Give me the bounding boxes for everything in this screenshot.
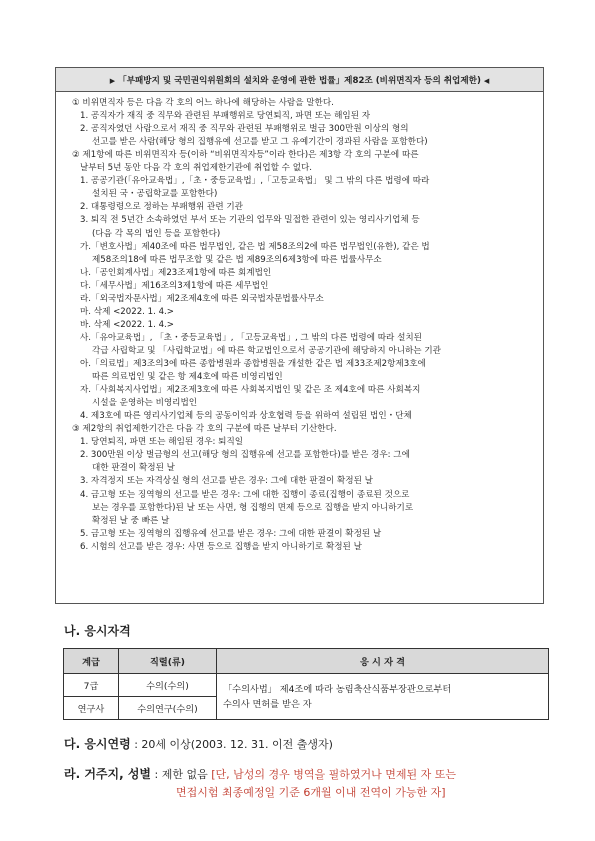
- law-line: 확정된 날 중 빠른 날: [92, 515, 170, 526]
- law-line: (다음 각 목의 법인 등을 포함한다): [92, 228, 221, 239]
- law-box-header: [56, 68, 543, 92]
- grade-cell: 연구사: [64, 697, 119, 720]
- law-line: 바. 삭제 <2022. 1. 4.>: [80, 319, 174, 330]
- residence-value: : 제한 없음: [151, 768, 212, 781]
- law-line: 선고를 받은 사람(해당 형의 집행유예 선고를 받고 그 유예기간이 경과된 사람을 포함한다): [92, 137, 428, 148]
- law-line: 3. 자격정지 또는 자격상실 형의 선고를 받은 경우: 그에 대한 판결이 확정된 날: [80, 476, 373, 487]
- law-line: 2. 공직자였던 사람으로서 재직 중 직무와 관련된 부패행위로 벌금 300만원 이상의 형의: [80, 124, 409, 135]
- qualification-cell: 「수의사법」 제4조에 따라 농림축산식품부장관으로부터 수의사 면허를 받은 자: [217, 674, 549, 720]
- series-cell: 수의연구(수의): [119, 697, 217, 720]
- table-row: [64, 674, 549, 697]
- law-line: 1. 공직자가 재직 중 직무와 관련된 부패행위로 당연퇴직, 파면 또는 해임된 자: [80, 111, 371, 122]
- triangle-left-icon: ◀: [483, 77, 490, 85]
- triangle-right-icon: ▶: [109, 77, 116, 85]
- law-line: 나.「공인회계사법」제23조제1항에 따른 회계법인: [80, 267, 272, 278]
- law-line: 2. 300만원 이상 벌금형의 선고(해당 형의 집행유예 선고를 포함한다)를 받은 경우: 그에: [80, 450, 410, 461]
- law-line: 1. 공공기관(「유아교육법」,「초・중등교육법」,「고등교육법」 및 그 밖의 다른 법령에 따라: [80, 176, 430, 187]
- law-line: 자.「사회복지사업법」제2조제3호에 따른 사회복지법인 및 같은 조 제4호에 따른 사회복지: [80, 385, 421, 396]
- law-line: 1. 당연퇴직, 파면 또는 해임된 경우: 퇴직일: [80, 437, 244, 448]
- age-value: : 20세 이상(2003. 12. 31. 이전 출생자): [130, 738, 333, 751]
- table-header-row: [64, 649, 549, 674]
- age-label: 다. 응시연령: [64, 737, 131, 751]
- law-line: 따른 의료법인 및 같은 항 제4호에 따른 비영리법인: [92, 372, 283, 383]
- law-line: 아.「의료법」제3조의3에 따른 종합병원과 종합병원을 개설한 같은 법 제33조제2항제3호에: [80, 359, 426, 369]
- residence-note-line2: 면접시험 최종예정일 기준 6개월 이내 전역이 가능한 자]: [176, 786, 446, 799]
- law-line: 3. 퇴직 전 5년간 소속하였던 부서 또는 기관의 업무와 밀접한 관련이 있는 영리사기업체 등: [80, 215, 420, 226]
- law-line: 6. 시험의 선고를 받은 경우: 사면 등으로 집행을 받지 아니하기로 확정된 날: [80, 541, 362, 552]
- law-line: ① 비위면직자 등은 다음 각 호의 어느 하나에 해당하는 사람을 말한다.: [72, 98, 334, 108]
- grade-cell: 7급: [64, 674, 119, 697]
- header-qualification: 응 시 자 격: [217, 649, 549, 674]
- law-line: 각급 사립학교 및 「사립학교법」에 따른 학교법인으로서 공공기관에 해당하지 아니하는 기관: [92, 345, 441, 356]
- law-line: ③ 제2항의 취업제한기간은 다음 각 호의 구분에 따른 날부터 기산한다.: [72, 424, 337, 435]
- law-box-title: 「부패방지 및 국민권익위원회의 설치와 운영에 관한 법률」제82조 (비위면직자 등의 취업제한): [118, 76, 481, 86]
- law-line: 대한 판결이 확정된 날: [92, 463, 175, 474]
- law-line: 날부터 5년 동안 다음 각 호의 취업제한기관에 취업할 수 없다.: [80, 163, 313, 174]
- law-line: 보는 경우를 포함한다)된 날 또는 사면, 형 집행의 면제 등으로 집행을 받지 아니하기로: [92, 502, 414, 513]
- law-line: 시설을 운영하는 비영리법인: [92, 398, 198, 409]
- residence-row: [64, 765, 456, 782]
- header-series: 직렬(류): [119, 649, 217, 674]
- qualification-table: [63, 648, 549, 720]
- law-line: 라.「외국법자문사법」제2조제4호에 따른 외국법자문법률사무소: [80, 293, 324, 304]
- law-line: 마. 삭제 <2022. 1. 4.>: [80, 306, 174, 317]
- series-cell: 수의(수의): [119, 674, 217, 697]
- law-line: 2. 대통령령으로 정하는 부패행위 관련 기관: [80, 202, 243, 213]
- law-line: 제58조의18에 따른 법무조합 및 같은 법 제89조의6제3항에 따른 법률사무소: [92, 254, 382, 265]
- age-row: [64, 735, 333, 752]
- law-line: ② 제1항에 따른 비위면직자 등(이하 “비위면직자등”이라 한다)은 제3항 각 호의 구분에 따른: [72, 150, 419, 161]
- law-line: 다.「세무사법」제16조의3제1항에 따른 세무법인: [80, 280, 269, 291]
- header-grade: 계급: [64, 649, 119, 674]
- residence-note-line1: [단, 남성의 경우 병역을 필하였거나 면제된 자 또는: [211, 768, 457, 781]
- residence-label: 라. 거주지, 성별: [64, 767, 152, 781]
- law-line: 사.「유아교육법」, 「초・중등교육법」, 「고등교육법」, 그 밖의 다른 법령에 따라 설치된: [80, 332, 422, 343]
- section-qualification-title: 나. 응시자격: [64, 624, 131, 638]
- law-line: 5. 금고형 또는 징역형의 집행유예 선고를 받은 경우: 그에 대한 판결이 확정된 날: [80, 528, 382, 539]
- law-line: 설치된 국・공립학교를 포함한다): [92, 189, 218, 200]
- law-line: 4. 금고형 또는 징역형의 선고를 받은 경우: 그에 대한 집행이 종료(집행이 종료된 것으로: [80, 489, 410, 500]
- law-line: 4. 제3호에 따른 영리사기업체 등의 공동이익과 상호협력 등을 위하여 설립된 법인・단체: [80, 411, 412, 422]
- law-line: 가.「변호사법」제40조에 따른 법무법인, 같은 법 제58조의2에 따른 법무법인(유한), 같은 법: [80, 241, 430, 252]
